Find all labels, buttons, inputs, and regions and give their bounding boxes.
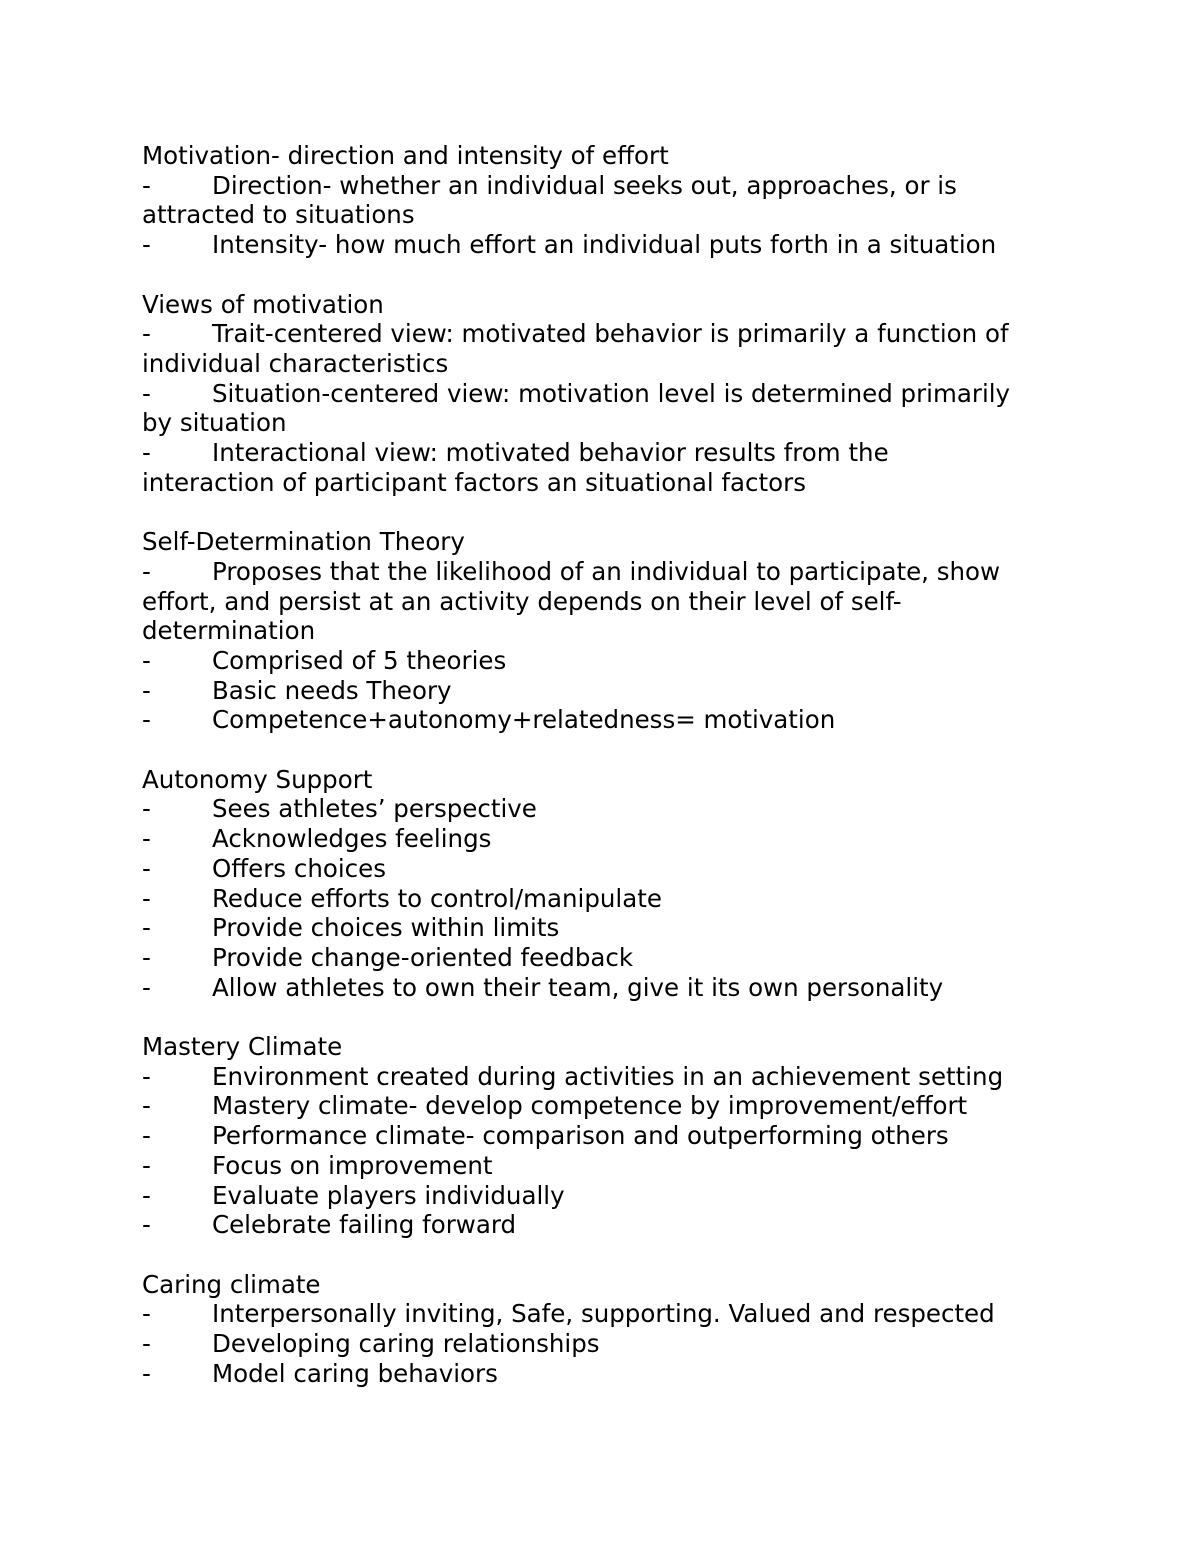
list-item-text: Environment created during activities in an achievement setting: [212, 1061, 1004, 1091]
list-item-text: Intensity- how much effort an individual puts forth in a situation: [212, 230, 997, 260]
section: [142, 1032, 1062, 1240]
list-item-text: Comprised of 5 theories: [212, 645, 507, 675]
list-item: [142, 557, 1062, 587]
list-item-text: Interactional view: motivated behavior results from the: [212, 438, 889, 468]
section-heading: Motivation- direction and intensity of effort: [142, 141, 669, 170]
list-item-text: Reduce efforts to control/manipulate: [212, 883, 662, 913]
bullet-dash: -: [142, 230, 151, 260]
list-item: [142, 705, 1062, 735]
bullet-dash: -: [142, 1150, 151, 1180]
section: [142, 527, 1062, 735]
bullet-dash: -: [142, 883, 151, 913]
list-item-text: by situation: [142, 408, 287, 438]
list-item: [142, 794, 1062, 824]
list-item-text: Offers choices: [212, 853, 386, 883]
section-heading: Caring climate: [142, 1269, 321, 1299]
list-item: [142, 854, 1062, 884]
list-item: [142, 676, 1062, 706]
list-item-text: Interpersonally inviting, Safe, supporting. Valued and respected: [212, 1299, 995, 1329]
list-item-continuation: [142, 200, 1062, 230]
list-item-text: Evaluate players individually: [212, 1180, 565, 1210]
list-item: [142, 943, 1062, 973]
list-item-text: Situation-centered view: motivation level is determined primarily: [212, 378, 1011, 408]
list-item-text: Focus on improvement: [212, 1150, 493, 1180]
list-item-text: Celebrate failing forward: [212, 1210, 517, 1240]
bullet-dash: -: [142, 853, 151, 883]
bullet-dash: -: [142, 1299, 151, 1329]
bullet-dash: -: [142, 824, 151, 854]
list-item-text: determination: [142, 616, 316, 646]
document-body: [142, 141, 1062, 1388]
list-item: [142, 1091, 1062, 1121]
list-item-continuation: [142, 587, 1062, 617]
bullet-dash: -: [142, 1121, 151, 1151]
list-item-text: Proposes that the likelihood of an individual to participate, show: [212, 556, 1001, 586]
bullet-dash: -: [142, 1180, 151, 1210]
bullet-dash: -: [142, 1091, 151, 1121]
list-item: [142, 1151, 1062, 1181]
list-item-text: Model caring behaviors: [212, 1358, 498, 1388]
bullet-dash: -: [142, 319, 151, 349]
section: [142, 290, 1062, 498]
list-item-text: Mastery climate- develop competence by improvement/effort: [212, 1091, 968, 1121]
list-item: [142, 1062, 1062, 1092]
list-item: [142, 230, 1062, 260]
bullet-dash: -: [142, 794, 151, 824]
list-item-text: Allow athletes to own their team, give it its own personality: [212, 972, 944, 1002]
bullet-dash: -: [142, 942, 151, 972]
list-item-text: Basic needs Theory: [212, 675, 452, 705]
list-item-text: Direction- whether an individual seeks out, approaches, or is: [212, 170, 957, 200]
bullet-dash: -: [142, 378, 151, 408]
list-item: [142, 1359, 1062, 1389]
section: [142, 141, 1062, 260]
list-item-text: Provide change-oriented feedback: [212, 942, 634, 972]
list-item: [142, 438, 1062, 468]
list-item: [142, 1210, 1062, 1240]
bullet-dash: -: [142, 645, 151, 675]
list-item-text: Competence+autonomy+relatedness= motivation: [212, 705, 836, 735]
list-item: [142, 646, 1062, 676]
list-item-continuation: [142, 408, 1062, 438]
section-heading: Mastery Climate: [142, 1032, 343, 1062]
list-item: [142, 171, 1062, 201]
list-item: [142, 1181, 1062, 1211]
list-item: [142, 884, 1062, 914]
bullet-dash: -: [142, 556, 151, 586]
list-item-text: Provide choices within limits: [212, 913, 560, 943]
section-heading: Self-Determination Theory: [142, 527, 465, 557]
list-item-text: Developing caring relationships: [212, 1329, 600, 1359]
list-item: [142, 824, 1062, 854]
list-item-text: attracted to situations: [142, 200, 415, 230]
section-heading: Views of motivation: [142, 289, 384, 319]
list-item-text: individual characteristics: [142, 348, 449, 378]
list-item-text: Trait-centered view: motivated behavior is primarily a function of: [212, 319, 1009, 349]
section-heading: Autonomy Support: [142, 764, 373, 794]
bullet-dash: -: [142, 675, 151, 705]
list-item-text: Sees athletes’ perspective: [212, 794, 537, 824]
list-item: [142, 973, 1062, 1003]
bullet-dash: -: [142, 1061, 151, 1091]
list-item-continuation: [142, 616, 1062, 646]
list-item: [142, 1121, 1062, 1151]
bullet-dash: -: [142, 170, 151, 200]
list-item-continuation: [142, 468, 1062, 498]
bullet-dash: -: [142, 1358, 151, 1388]
section: [142, 1270, 1062, 1389]
bullet-dash: -: [142, 1210, 151, 1240]
bullet-dash: -: [142, 913, 151, 943]
list-item-text: Performance climate- comparison and outperforming others: [212, 1121, 949, 1151]
bullet-dash: -: [142, 438, 151, 468]
list-item-text: Acknowledges feelings: [212, 824, 492, 854]
list-item-text: effort, and persist at an activity depends on their level of self-: [142, 586, 902, 616]
list-item: [142, 1299, 1062, 1329]
bullet-dash: -: [142, 972, 151, 1002]
bullet-dash: -: [142, 705, 151, 735]
bullet-dash: -: [142, 1329, 151, 1359]
list-item: [142, 1329, 1062, 1359]
list-item-continuation: [142, 349, 1062, 379]
section: [142, 765, 1062, 1003]
list-item: [142, 379, 1062, 409]
list-item-text: interaction of participant factors an situational factors: [142, 467, 806, 497]
list-item: [142, 913, 1062, 943]
list-item: [142, 319, 1062, 349]
